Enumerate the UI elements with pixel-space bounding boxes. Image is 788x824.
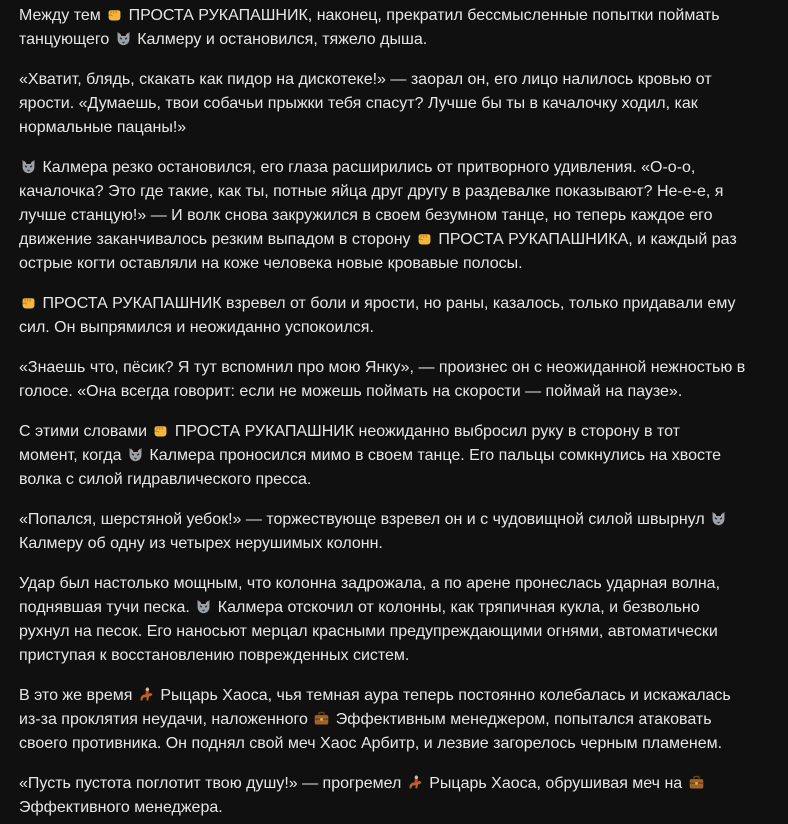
text-run: «Пусть пустота поглотит твою душу!» — прогремел xyxy=(19,775,406,792)
text-line xyxy=(19,204,768,228)
text-run: движение заканчивалось резким выпадом в сторону xyxy=(19,231,415,248)
briefcase-icon xyxy=(688,774,705,791)
text-line xyxy=(19,420,768,444)
text-line xyxy=(19,772,768,796)
text-run: «Попался, шерстяной уебок!» — торжествующе взревел он и с чудовищной силой швырнул xyxy=(19,511,710,528)
text-run: Рыцарь Хаоса, обрушивая меч на xyxy=(424,775,687,792)
story-text xyxy=(19,4,768,820)
wolf-icon xyxy=(115,30,132,47)
text-line xyxy=(19,596,768,620)
text-run: Эффективного менеджера. xyxy=(19,799,223,816)
text-line xyxy=(19,92,768,116)
text-run: Калмера резко остановился, его глаза расширились от притворного удивления. «О-о-о, xyxy=(38,159,696,176)
text-line xyxy=(19,316,768,340)
text-run: поднявшая тучи песка. xyxy=(19,599,195,616)
text-line xyxy=(19,508,768,532)
wolf-icon xyxy=(127,446,144,463)
text-run: ярости. «Думаешь, твои собачьи прыжки тебя спасут? Лучше бы ты в качалочку ходил, как xyxy=(19,95,698,112)
oncoming-fist-icon xyxy=(106,6,123,23)
text-line xyxy=(19,4,768,28)
paragraph xyxy=(19,508,768,556)
oncoming-fist-icon xyxy=(20,294,37,311)
text-line xyxy=(19,468,768,492)
text-line xyxy=(19,292,768,316)
text-line xyxy=(19,620,768,644)
text-line xyxy=(19,644,768,668)
text-run: Эффективным менеджером, попытался атаковать xyxy=(331,711,712,728)
text-line xyxy=(19,444,768,468)
text-run: ПРОСТА РУКАПАШНИК взревел от боли и ярости, но раны, казалось, только придавали ему xyxy=(38,295,736,312)
text-run: С этими словами xyxy=(19,423,152,440)
text-line xyxy=(19,156,768,180)
text-run: момент, когда xyxy=(19,447,126,464)
briefcase-icon xyxy=(313,710,330,727)
text-run: Удар был настолько мощным, что колонна задрожала, а по арене пронеслась ударная волна, xyxy=(19,575,721,592)
text-run: Калмеру и остановился, тяжело дыша. xyxy=(132,31,428,48)
paragraph xyxy=(19,572,768,668)
wolf-icon xyxy=(20,158,37,175)
wolf-icon xyxy=(195,598,212,615)
text-run: качалочка? Это где такие, как ты, потные яйца друг другу в раздевалке показывают? Не-е-е, я xyxy=(19,183,724,200)
text-line xyxy=(19,356,768,380)
text-run: танцующего xyxy=(19,31,114,48)
text-run: острые когти оставляли на коже человека новые кровавые полосы. xyxy=(19,255,523,272)
text-run: «Знаешь что, пёсик? Я тут вспомнил про мою Янку», — произнес он с неожиданной нежностью в xyxy=(19,359,746,376)
text-line xyxy=(19,28,768,52)
text-run: В это же время xyxy=(19,687,137,704)
horse-racing-icon xyxy=(407,774,424,791)
horse-racing-icon xyxy=(138,686,155,703)
oncoming-fist-icon xyxy=(152,422,169,439)
paragraph xyxy=(19,156,768,276)
text-run: своего противника. Он поднял свой меч Хаос Арбитр, и лезвие загорелось черным пламенем. xyxy=(19,735,723,752)
paragraph xyxy=(19,292,768,340)
text-line xyxy=(19,68,768,92)
text-line xyxy=(19,380,768,404)
paragraph xyxy=(19,68,768,140)
text-run: из-за проклятия неудачи, наложенного xyxy=(19,711,313,728)
text-line xyxy=(19,116,768,140)
text-line xyxy=(19,708,768,732)
text-run: Калмеру об одну из четырех нерушимых колонн. xyxy=(19,535,383,552)
text-run: Между тем xyxy=(19,7,106,24)
text-run: рухнул на песок. Его наносьют мерцал красными предупреждающими огнями, автоматически xyxy=(19,623,718,640)
text-line xyxy=(19,796,768,820)
text-run: приступая к восстановлению поврежденных систем. xyxy=(19,647,410,664)
oncoming-fist-icon xyxy=(416,230,433,247)
text-run: лучше станцую!» — И волк снова закружился в своем безумном танце, но теперь каждое его xyxy=(19,207,713,224)
text-run: Калмера отскочил от колонны, как тряпичная кукла, и безвольно xyxy=(213,599,700,616)
text-run: нормальные пацаны!» xyxy=(19,119,187,136)
text-run: волка с силой гидравлического пресса. xyxy=(19,471,312,488)
text-run: ПРОСТА РУКАПАШНИКА, и каждый раз xyxy=(433,231,737,248)
text-run: Калмера проносился мимо в своем танце. Его пальцы сомкнулись на хвосте xyxy=(144,447,722,464)
text-run: голосе. «Она всегда говорит: если не можешь поймать на скорости — поймай на паузе». xyxy=(19,383,683,400)
paragraph xyxy=(19,4,768,52)
paragraph xyxy=(19,684,768,756)
text-run: ПРОСТА РУКАПАШНИК неожиданно выбросил руку в сторону в тот xyxy=(170,423,680,440)
text-line xyxy=(19,228,768,252)
wolf-icon xyxy=(710,510,727,527)
text-line xyxy=(19,252,768,276)
text-run: Рыцарь Хаоса, чья темная аура теперь постоянно колебалась и искажалась xyxy=(155,687,731,704)
text-line xyxy=(19,572,768,596)
text-run: сил. Он выпрямился и неожиданно успокоился. xyxy=(19,319,374,336)
text-line xyxy=(19,684,768,708)
text-run: ПРОСТА РУКАПАШНИК, наконец, прекратил бессмысленные попытки поймать xyxy=(124,7,720,24)
paragraph xyxy=(19,772,768,820)
text-line xyxy=(19,180,768,204)
text-line xyxy=(19,732,768,756)
paragraph xyxy=(19,420,768,492)
paragraph xyxy=(19,356,768,404)
text-run: «Хватит, блядь, скакать как пидор на дискотеке!» — заорал он, его лицо налилось кровью от xyxy=(19,71,712,88)
text-line xyxy=(19,532,768,556)
